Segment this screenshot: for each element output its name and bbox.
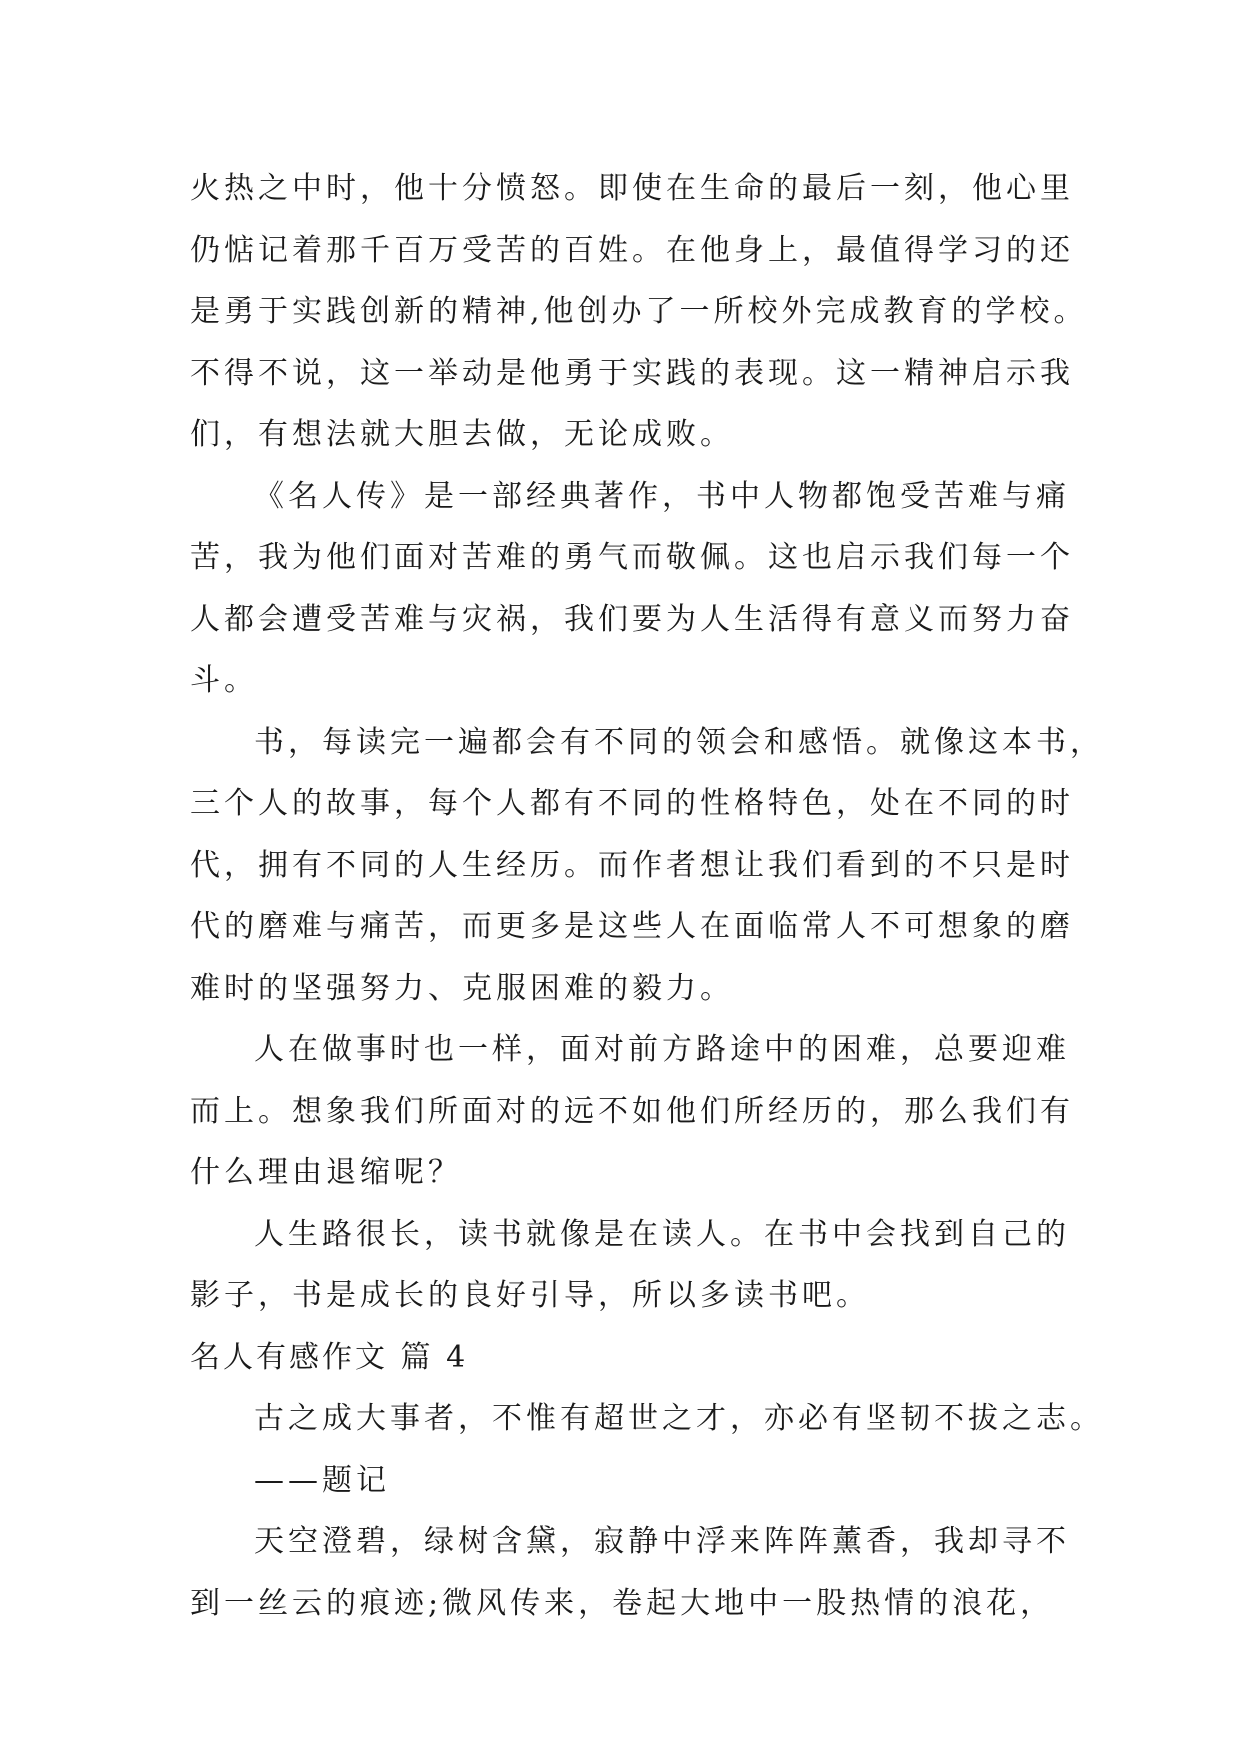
text-line: 代，拥有不同的人生经历。而作者想让我们看到的不只是时 (190, 847, 1074, 883)
text-line: 什么理由退缩呢？ (190, 1155, 462, 1190)
text-line: 斗。 (190, 663, 258, 698)
text-line: 三个人的故事，每个人都有不同的性格特色，处在不同的时 (190, 786, 1074, 821)
text-line: 火热之中时，他十分愤怒。即使在生命的最后一刻，他心里 (190, 171, 1074, 206)
text-line: 影子，书是成长的良好引导，所以多读书吧。 (190, 1278, 870, 1313)
paragraph-start-line: 《名人传》是一部经典著作，书中人物都饱受苦难与痛 (254, 478, 1070, 514)
text-line: 苦，我为他们面对苦难的勇气而敬佩。这也启示我们每一个 (190, 540, 1074, 575)
text-line: 不得不说，这一举动是他勇于实践的表现。这一精神启示我 (190, 355, 1074, 391)
epigraph-quote: 古之成大事者，不惟有超世之才，亦必有坚韧不拔之志。 (254, 1401, 1104, 1436)
text-line: 到一丝云的痕迹;微风传来，卷起大地中一股热情的浪花， (190, 1585, 1055, 1621)
epigraph-attribution: ——题记 (254, 1462, 390, 1498)
paragraph-start-line: 书，每读完一遍都会有不同的领会和感悟。就像这本书， (254, 724, 1104, 760)
text-line: 人都会遭受苦难与灾祸，我们要为人生活得有意义而努力奋 (190, 601, 1074, 637)
paragraph-start-line: 人生路很长，读书就像是在读人。在书中会找到自己的 (254, 1216, 1070, 1252)
text-line: 是勇于实践创新的精神,他创办了一所校外完成教育的学校。 (190, 294, 1088, 329)
text-line: 而上。想象我们所面对的远不如他们所经历的，那么我们有 (190, 1093, 1074, 1129)
text-line: 们，有想法就大胆去做，无论成败。 (190, 417, 734, 452)
paragraph-start-line: 人在做事时也一样，面对前方路途中的困难，总要迎难 (254, 1032, 1070, 1067)
text-line: 代的磨难与痛苦，而更多是这些人在面临常人不可想象的磨 (190, 909, 1074, 944)
paragraph-start-line: 天空澄碧，绿树含黛，寂静中浮来阵阵薰香，我却寻不 (254, 1524, 1070, 1559)
section-heading: 名人有感作文 篇 4 (190, 1339, 469, 1375)
text-line: 仍惦记着那千百万受苦的百姓。在他身上，最值得学习的还 (190, 232, 1074, 268)
text-line: 难时的坚强努力、克服困难的毅力。 (190, 970, 734, 1006)
document-body (190, 158, 1104, 1634)
